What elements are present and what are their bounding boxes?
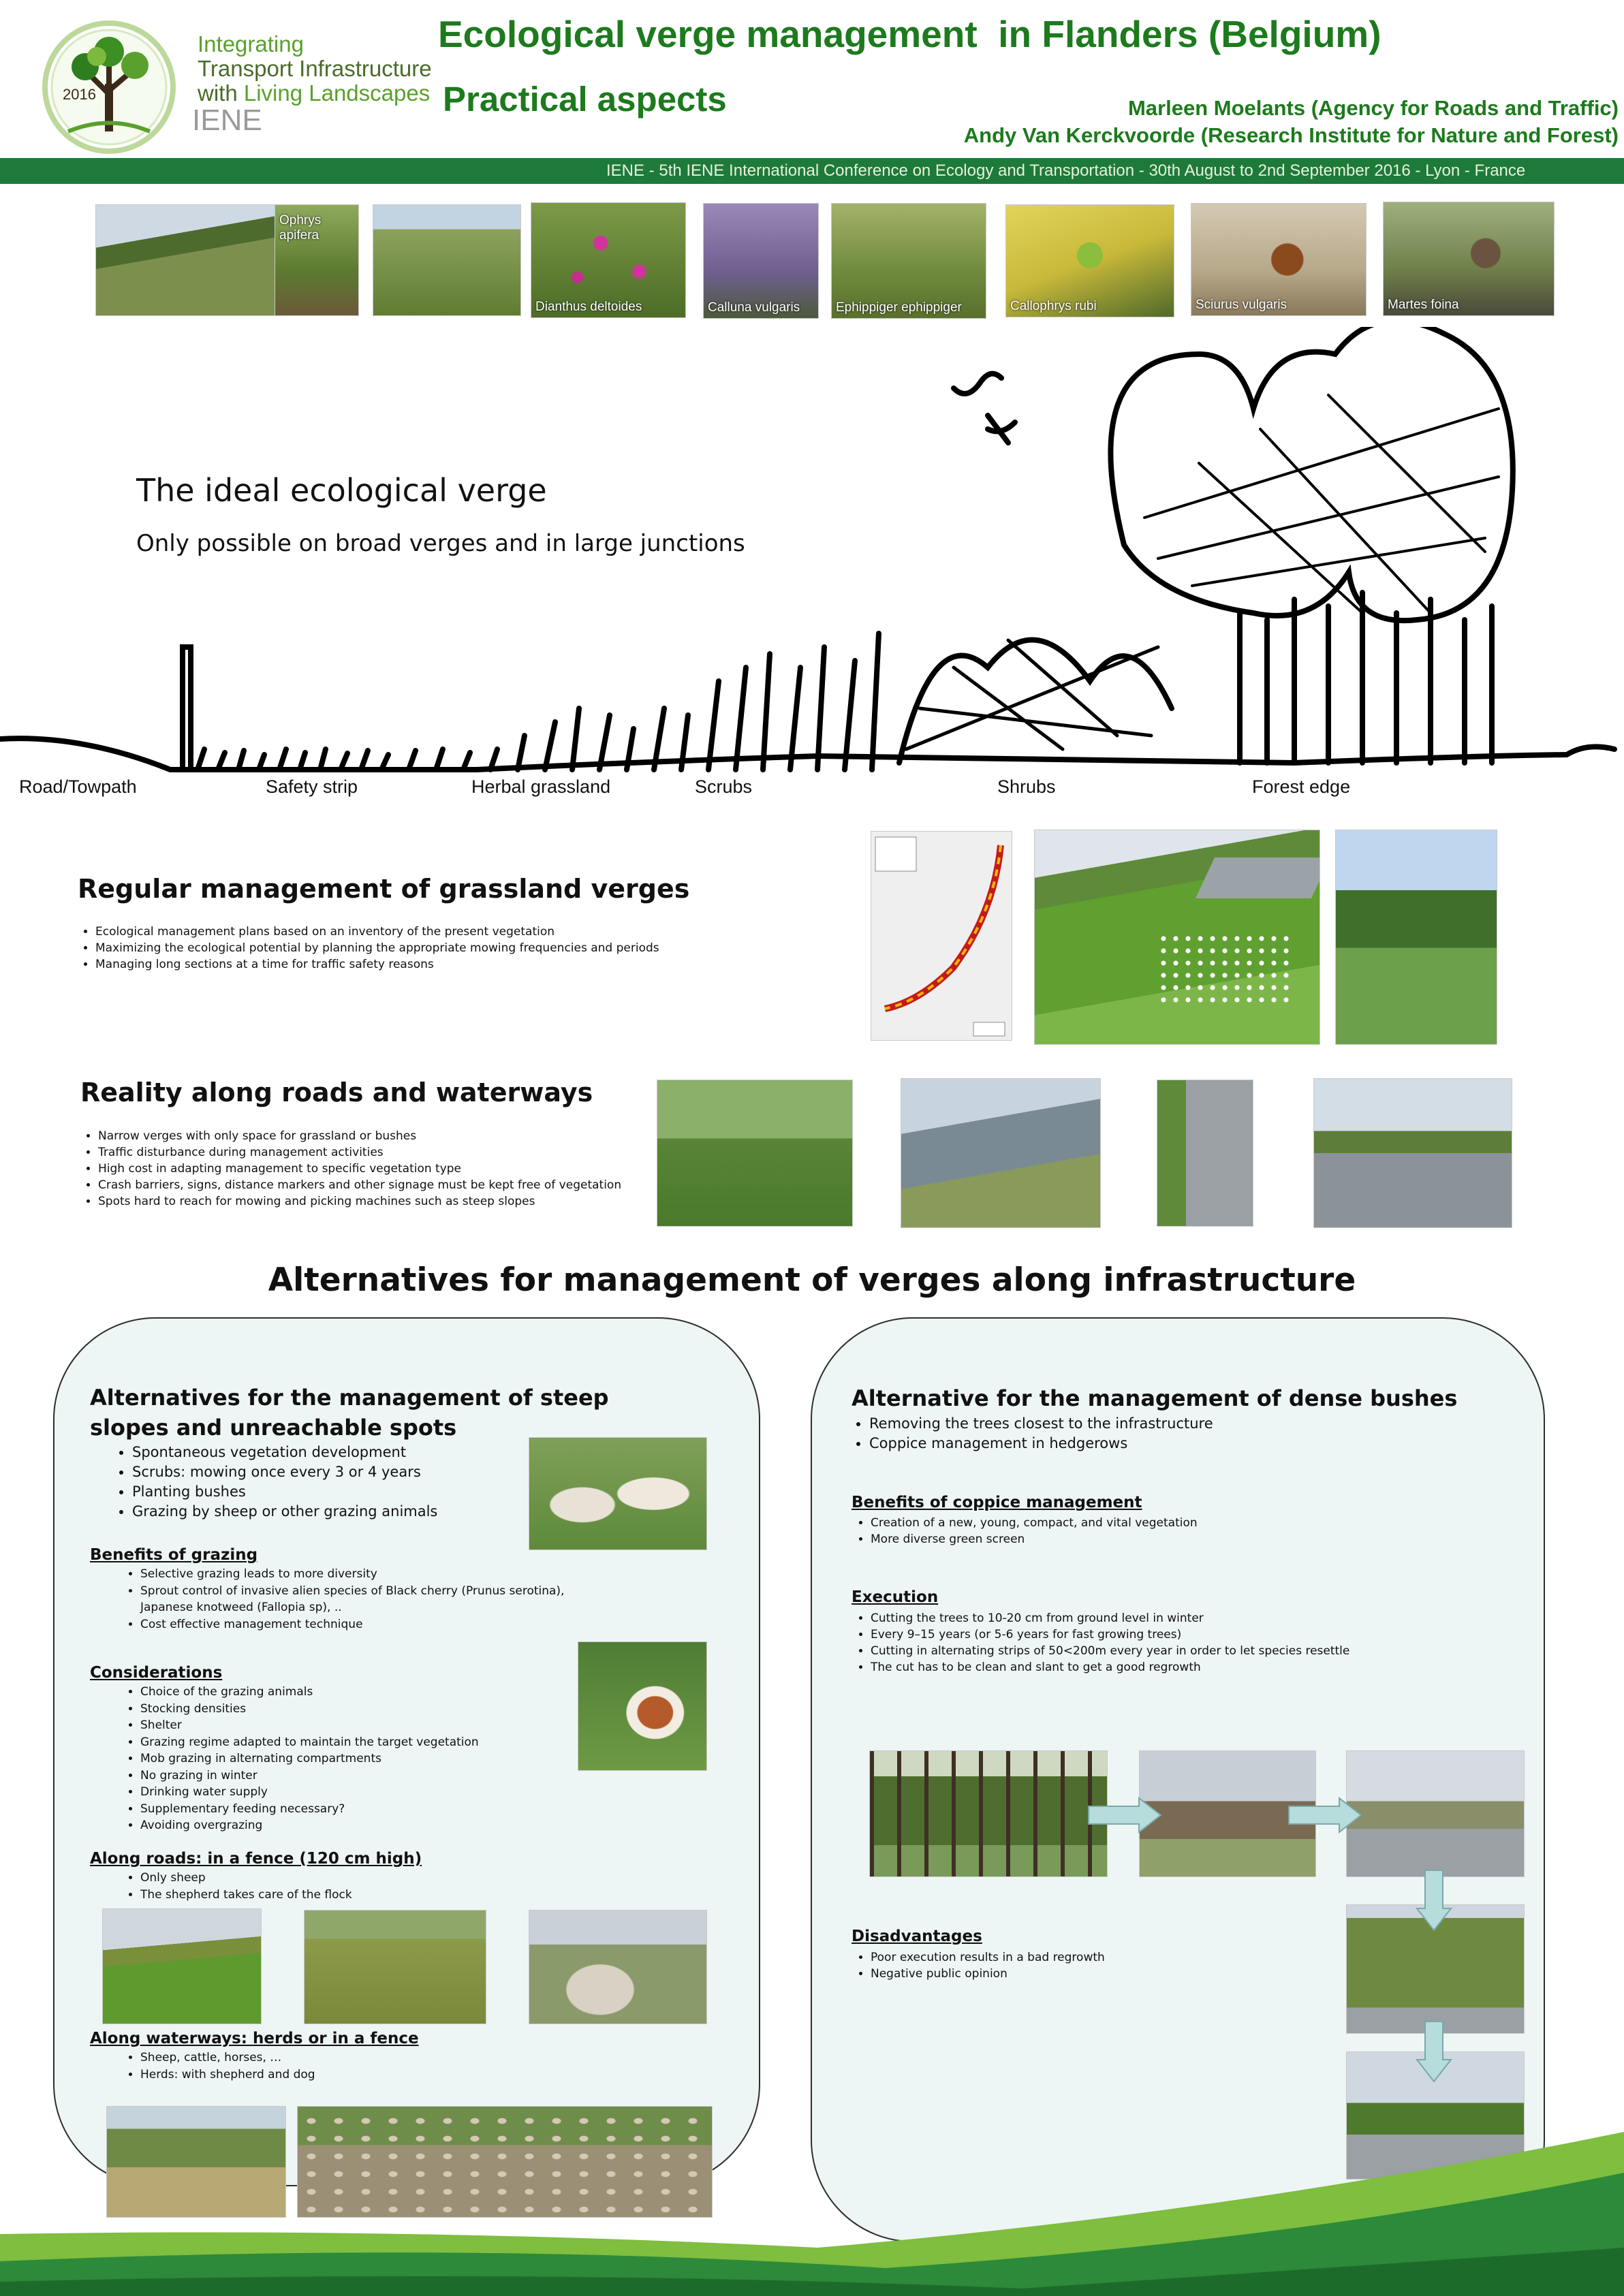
list-item: • Scrubs: mowing once every 3 or 4 years	[132, 1462, 541, 1482]
iene-logo-icon	[41, 19, 177, 155]
list-item: • No grazing in winter	[140, 1767, 576, 1784]
species-photo-ephippiger: Ephippiger ephippiger	[831, 203, 986, 319]
roadside-slope-photo	[1335, 830, 1497, 1045]
benefits-grazing-list	[99, 1566, 604, 1633]
steep-slopes-heading: Alternatives for the management of steep slopes and unreachable spots	[90, 1385, 609, 1441]
along-waterways-title: Along waterways: herds or in a fence	[90, 2030, 419, 2047]
road-after-cut-photo	[1346, 1750, 1525, 1877]
list-item: • High cost in adapting management to specific vegetation type	[98, 1161, 711, 1177]
considerations-list	[99, 1684, 576, 1834]
arrow-down-icon	[1416, 1869, 1452, 1932]
list-item: • Traffic disturbance during management activities	[98, 1144, 711, 1161]
list-item: • Herds: with shepherd and dog	[140, 2066, 549, 2083]
grazed-slope-photo	[102, 1908, 262, 2024]
list-item: • Spontaneous vegetation development	[132, 1443, 541, 1462]
list-item: • Cost effective management technique	[140, 1616, 604, 1633]
along-roads-list	[99, 1870, 549, 1903]
disadvantages-list	[854, 1949, 1307, 1982]
sheep-closeup-photo	[529, 1437, 707, 1550]
crash-barrier-photo	[901, 1078, 1101, 1228]
verge-profile-drawing	[0, 327, 1624, 797]
daisy-flowers	[1157, 932, 1294, 1007]
arrow-right-icon	[1087, 1797, 1162, 1834]
list-item: • Crash barriers, signs, distance markers and other signage must be kept free of vegetation	[98, 1177, 711, 1193]
species-photo-verge	[95, 204, 278, 316]
list-item: • Cutting in alternating strips of 50<200m every year in order to let species resettle	[871, 1643, 1484, 1659]
zone-label-road: Road/Towpath	[19, 776, 137, 797]
species-photo-martes: Martes foina	[1383, 202, 1555, 316]
along-roads-title: Along roads: in a fence (120 cm high)	[90, 1850, 422, 1868]
zone-label-forest-edge: Forest edge	[1252, 776, 1351, 797]
list-item: • Coppice management in hedgerows	[869, 1434, 1346, 1453]
list-item: • Stocking densities	[140, 1701, 576, 1718]
list-item: • Managing long sections at a time for traffic safety reasons	[95, 956, 845, 973]
list-item: • Spots hard to reach for mowing and picking machines such as steep slopes	[98, 1193, 711, 1210]
list-item: • Maximizing the ecological potential by planning the appropriate mowing frequencies and periods	[95, 940, 845, 956]
species-photo-dianthus: Dianthus deltoides	[531, 202, 686, 318]
regular-management-heading: Regular management of grassland verges	[78, 874, 690, 904]
alternatives-heading: Alternatives for management of verges along infrastructure	[268, 1261, 1356, 1299]
list-item: • Shelter	[140, 1717, 576, 1734]
daisy-verge-photo	[1034, 830, 1320, 1045]
list-item: • Planting bushes	[132, 1482, 541, 1502]
species-photo-ophrys: Ophrys apifera	[275, 204, 359, 316]
list-item: • Removing the trees closest to the infrastructure	[869, 1414, 1346, 1434]
poster-subtitle: Practical aspects	[443, 80, 727, 119]
logo-year: 2016	[63, 86, 96, 103]
header	[0, 0, 1624, 158]
dense-bushes-heading: Alternative for the management of dense bushes	[852, 1385, 1458, 1411]
list-item: • Selective grazing leads to more diversity	[140, 1566, 604, 1583]
verge-map-icon	[871, 832, 1012, 1040]
benefits-coppice-list	[854, 1515, 1388, 1547]
execution-list	[854, 1610, 1484, 1676]
logo-line3-prefix: with	[198, 80, 244, 106]
list-item: • Sheep, cattle, horses, …	[140, 2049, 549, 2066]
reality-heading: Reality along roads and waterways	[80, 1078, 593, 1107]
zone-label-safety-strip: Safety strip	[266, 776, 358, 797]
benefits-grazing-title: Benefits of grazing	[90, 1546, 258, 1564]
species-photo-callophrys: Callophrys rubi	[1005, 204, 1174, 317]
list-item: • Cutting the trees to 10-20 cm from ground level in winter	[871, 1610, 1484, 1626]
poster-title: Ecological verge management in Flanders (Belgium)	[438, 13, 1381, 55]
list-item: • Grazing by sheep or other grazing animals	[132, 1502, 541, 1522]
list-item: • Poor execution results in a bad regrowth	[871, 1949, 1307, 1966]
reality-list	[80, 1128, 711, 1210]
list-item: • Only sheep	[140, 1870, 549, 1887]
zone-label-scrubs: Scrubs	[695, 776, 753, 797]
species-photo-meadow	[373, 204, 521, 316]
dense-bushes-list	[839, 1414, 1346, 1453]
list-item: • Sprout control of invasive alien species of Black cherry (Prunus serotina), Japanese knotweed (Fallopia sp), ..	[140, 1583, 604, 1616]
logo-line3	[198, 80, 430, 106]
highway-photo	[1313, 1078, 1512, 1228]
author-2: Andy Van Kerckvoorde (Research Institute for Nature and Forest)	[963, 123, 1619, 147]
logo-line1: Integrating	[198, 31, 304, 57]
list-item: • Avoiding overgrazing	[140, 1817, 576, 1834]
cattle-photo	[578, 1641, 707, 1771]
considerations-title: Considerations	[90, 1664, 223, 1682]
hedgerow-before-photo	[869, 1750, 1108, 1877]
ideal-verge-heading: The ideal ecological verge	[136, 472, 547, 509]
logo-line3-highlight: Living Landscapes	[243, 80, 431, 106]
execution-title: Execution	[852, 1588, 939, 1606]
steep-slopes-list	[102, 1443, 541, 1522]
tractor-road-photo	[1157, 1080, 1253, 1227]
list-item: • Drinking water supply	[140, 1784, 576, 1801]
regular-management-list	[78, 924, 845, 973]
logo-line2: Transport Infrastructure	[198, 56, 432, 81]
species-photo-sciurus: Sciurus vulgaris	[1191, 203, 1367, 316]
list-item: • Mob grazing in alternating compartments	[140, 1750, 576, 1767]
zone-label-herbal-grassland: Herbal grassland	[471, 776, 611, 797]
list-item: • The cut has to be clean and slant to get a good regrowth	[871, 1659, 1484, 1676]
ideal-verge-subheading: Only possible on broad verges and in large junctions	[136, 530, 745, 557]
disadvantages-title: Disadvantages	[852, 1928, 982, 1945]
mower-trees-photo	[657, 1080, 853, 1227]
list-item: • Ecological management plans based on an inventory of the present vegetation	[95, 924, 845, 940]
list-item: • Grazing regime adapted to maintain the target vegetation	[140, 1734, 576, 1751]
zone-label-shrubs: Shrubs	[997, 776, 1056, 797]
conference-banner	[0, 158, 1624, 184]
list-item: • Supplementary feeding necessary?	[140, 1801, 576, 1818]
author-1: Marleen Moelants (Agency for Roads and Traffic)	[1127, 96, 1619, 120]
sheep-fence-photo	[529, 1910, 707, 2024]
benefits-coppice-title: Benefits of coppice management	[852, 1494, 1142, 1511]
logo-acronym: IENE	[192, 104, 262, 137]
list-item: • More diverse green screen	[871, 1531, 1388, 1547]
footer-swoosh	[0, 2071, 1624, 2296]
conference-banner-text: IENE - 5th IENE International Conference on Ecology and Transportation - 30th August to 2nd September 2016 - Lyon - France	[606, 161, 1526, 180]
species-photo-calluna: Calluna vulgaris	[703, 203, 819, 319]
list-item: • Creation of a new, young, compact, and vital vegetation	[871, 1515, 1388, 1531]
list-item: • Every 9–15 years (or 5-6 years for fast growing trees)	[871, 1626, 1484, 1643]
road-surface	[1196, 858, 1320, 898]
list-item: • The shepherd takes care of the flock	[140, 1887, 549, 1904]
arrow-right-icon	[1287, 1797, 1362, 1834]
verge-map-photo	[871, 831, 1012, 1041]
list-item: • Negative public opinion	[871, 1966, 1307, 1982]
sheep-along-road-photo	[304, 1910, 486, 2024]
list-item: • Narrow verges with only space for grassland or bushes	[98, 1128, 711, 1144]
list-item: • Choice of the grazing animals	[140, 1684, 576, 1701]
